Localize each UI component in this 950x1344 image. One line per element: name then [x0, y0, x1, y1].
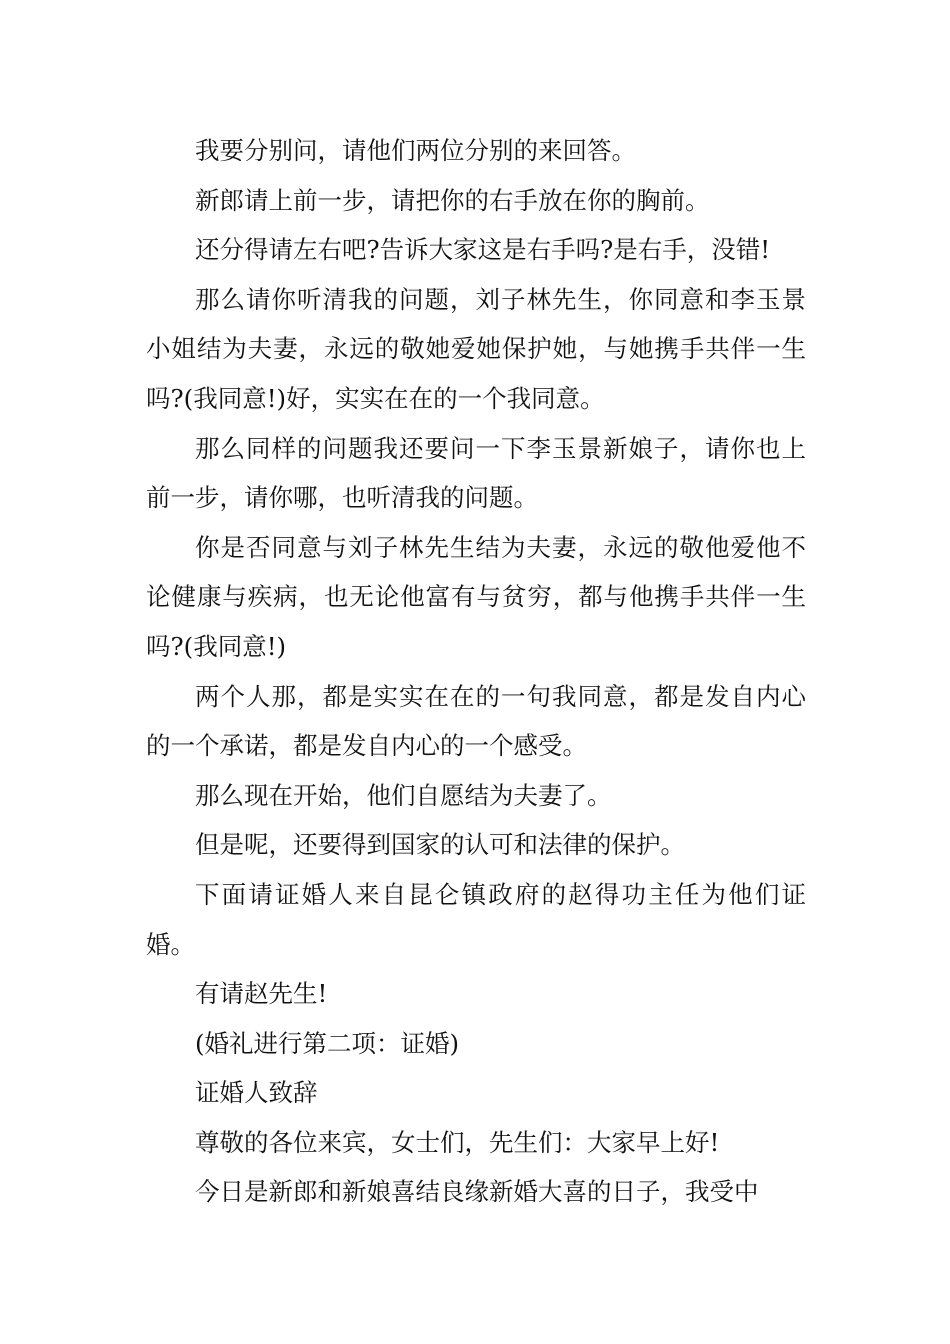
paragraph-1: 我要分别问，请他们两位分别的来回答。: [195, 136, 636, 165]
paragraph-10: 下面请证婚人来自昆仑镇政府的赵得功主任为他们证婚。: [146, 879, 806, 959]
paragraph-9: 但是呢，还要得到国家的认可和法律的保护。: [195, 830, 685, 860]
paragraph-12: (婚礼进行第二项：证婚): [195, 1028, 460, 1058]
paragraph-15: 今日是新郎和新娘喜结良缘新婚大喜的日子，我受中: [195, 1177, 759, 1207]
document-body: [146, 126, 806, 1217]
paragraph-14: 尊敬的各位来宾，女士们，先生们：大家早上好!: [195, 1127, 720, 1157]
paragraph-11: 有请赵先生!: [195, 979, 328, 1009]
paragraph-2: 新郎请上前一步，请把你的右手放在你的胸前。: [195, 185, 710, 215]
paragraph-3: 还分得请左右吧?告诉大家这是右手吗?是右手，没错!: [195, 235, 771, 265]
paragraph-5: 那么同样的问题我还要问一下李玉景新娘子，请你也上前一步，请你哪，也听清我的问题。: [146, 433, 806, 513]
paragraph-13: 证婚人致辞: [195, 1078, 318, 1108]
paragraph-4: 那么请你听清我的问题，刘子林先生，你同意和李玉景小姐结为夫妻，永远的敬她爱她保护她，与她携手共伴一生吗?(我同意!)好，实实在在的一个我同意。: [146, 284, 806, 413]
paragraph-7: 两个人那，都是实实在在的一句我同意，都是发自内心的一个承诺，都是发自内心的一个感受。: [146, 681, 806, 761]
paragraph-6: 你是否同意与刘子林先生结为夫妻，永远的敬他爱他不论健康与疾病，也无论他富有与贫穷，都与他携手共伴一生吗?(我同意!): [146, 532, 806, 661]
paragraph-8: 那么现在开始，他们自愿结为夫妻了。: [195, 780, 612, 810]
